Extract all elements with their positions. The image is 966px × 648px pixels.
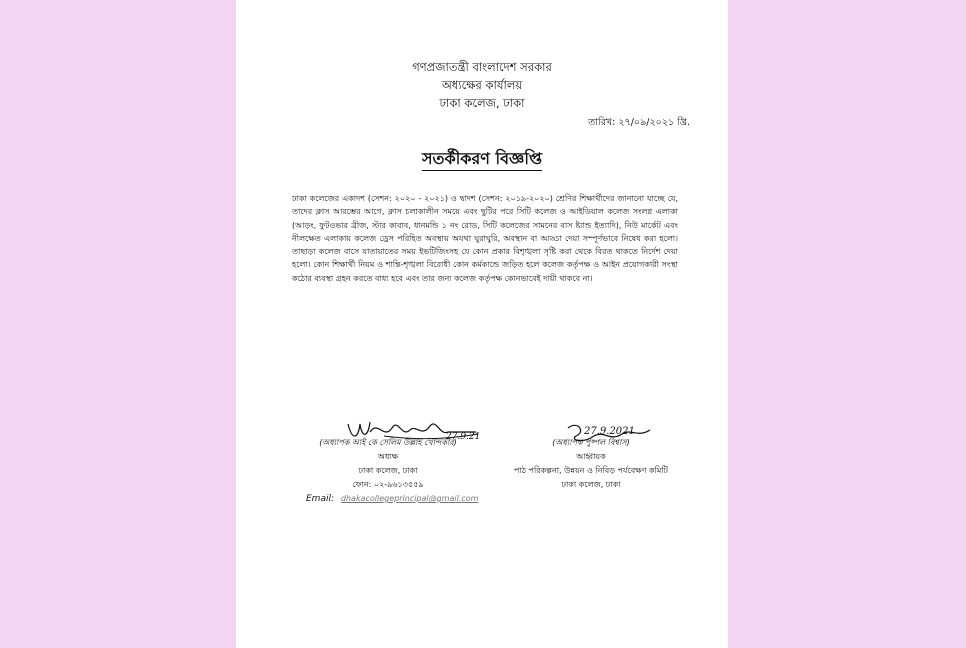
- college-name: ঢাকা কলেজ, ঢাকা: [439, 96, 525, 110]
- government-name: গণপ্রজাতন্ত্রী বাংলাদেশ সরকার: [412, 60, 552, 74]
- convener-institution: ঢাকা কলেজ, ঢাকা: [561, 480, 621, 489]
- convener-signature-block: [496, 436, 686, 492]
- notice-title-text: সতর্কীকরণ বিজ্ঞপ্তি: [422, 149, 542, 171]
- principal-signature-date: 27.9.21: [446, 432, 481, 442]
- convener-committee: পাঠ পরিকল্পনা, উন্নয়ন ও নিবিড় পর্যবেক্ষণ কমিটি: [513, 466, 669, 475]
- convener-name: (অধ্যাপক পুষ্পল বিশ্বাস): [552, 438, 630, 447]
- principal-institution: ঢাকা কলেজ, ঢাকা: [358, 466, 418, 475]
- email-link[interactable]: dhakacollegeprincipal@gmail.com: [340, 494, 479, 503]
- principal-designation: অধ্যক্ষ: [377, 452, 399, 461]
- principal-phone: ফোন: ০২-৯৬১৩৫৫৯: [352, 480, 424, 489]
- principal-signature-block: [302, 436, 474, 492]
- convener-signature-date: 27.9.2021: [584, 426, 635, 437]
- email-line: [306, 494, 478, 504]
- email-label: Email:: [306, 494, 335, 504]
- principal-name: (অধ্যাপক আই কে সেলিম উল্লাহ খোন্দকার): [319, 438, 457, 447]
- convener-designation: আহ্বায়ক: [576, 452, 606, 461]
- notice-body: ঢাকা কলেজের একাদশ (সেশন: ২০২০ - ২০২১) ও দ্বাদশ (সেশন: ২০১৯-২০২০) শ্রেণির শিক্ষার্থীদের জানানো যাচ্ছে যে, তাদের ক্লাস আরম্ভের আগে, ক্লাস চলাকালীন সময়ে এবং ছুটির পরে সিটি কলেজ ও আইডিয়াল কলেজ সংলগ্ন এলাকা (আড়ং, ফুটওভার ব্রীজ, স্টার কাবাব, ধানমন্ডি ১ নং রোড, সিটি কলেজের সামনের বাস ষ্ট্যান্ড ইত্যাদি), নিউ মার্কেট এবং নীলক্ষেত এলাকায় কলেজ ড্রেস পরিহিত অবস্থায় অযথা ঘুরাঘুরি, অবস্থান বা আড্ডা দেয়া সম্পূর্ণভাবে নিষেধ করা হলো। তাছাড়া কলেজ বাসে যাতায়াতের সময় ইভটিজিংসহ যে কোন প্রকার বিশৃঙ্খলা সৃষ্টি করা থেকে বিরত থাকতে নির্দেশ দেয়া হলো। কোন শিক্ষার্থী নিয়ম ও শান্তি-শৃঙ্খলা বিরোধী কোন কর্মকান্ডে জড়িত হলে কলেজ কর্তৃপক্ষ ও আইন প্রয়োগকারী সংস্থা কঠোর ব্যবস্থা গ্রহন করতে বাধ্য হবে এবং তার জন্য কলেজ কর্তৃপক্ষ কোনভাবেই দায়ী থাকবে না।: [292, 194, 678, 283]
- notice-title: [236, 146, 728, 173]
- office-name: অধ্যক্ষের কার্যালয়: [441, 78, 523, 92]
- notice-page: [236, 0, 728, 648]
- notice-date: তারিখ: ২৭/০৯/২০২১ খ্রি.: [588, 117, 690, 128]
